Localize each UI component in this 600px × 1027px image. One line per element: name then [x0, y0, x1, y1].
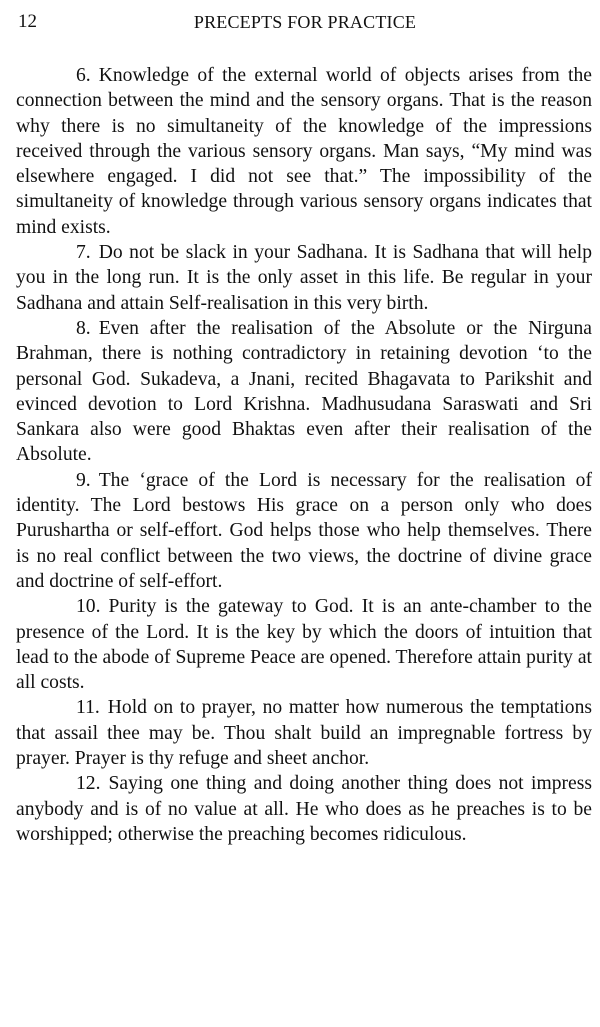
precept-text: Even after the realisation of the Absolute or the Nirguna Brahman, there is nothing contradictory in retaining devotion ‘to the personal God. Sukadeva, a Jnani, recited Bhagavata to Parikshit and evinced devotion to Lord Krishna. Madhusudana Saraswati and Sri Sankara also were good Bhaktas even after their realisation of the Absolute. — [16, 317, 592, 466]
precept-text: Knowledge of the external world of objects arises from the connection between the mind and the sensory organs. That is the reason why there is no simultaneity of the knowledge of the impressions received through the various sensory organs. Man says, “My mind was elsewhere engaged. I did not see that.” The impossibility of the simultaneity of knowledge through various sensory organs indicates that mind exists. — [16, 65, 592, 238]
precept-11 — [16, 695, 592, 771]
precept-10 — [16, 594, 592, 695]
precept-text: Saying one thing and doing another thing does not impress anybody and is of no value at all. He who does as he preaches is to be worshipped; otherwise the preaching becomes ridiculous. — [16, 773, 592, 845]
page-header — [18, 10, 592, 36]
precept-number: 7. — [76, 242, 91, 264]
precept-number: 8. — [76, 317, 91, 339]
precept-number: 6. — [76, 65, 91, 86]
precept-number: 9. — [76, 469, 91, 491]
precept-7 — [16, 240, 592, 316]
precept-number: 10. — [76, 596, 101, 618]
page-body — [16, 63, 592, 847]
precept-6 — [16, 63, 592, 240]
precept-text: Hold on to prayer, no matter how numerous the temptations that assail thee may be. Thou shalt build an impregnable fortress by prayer. Prayer is thy refuge and sheet anchor. — [16, 697, 592, 770]
precept-9 — [16, 468, 592, 594]
precept-12 — [16, 771, 592, 847]
precept-text: Purity is the gateway to God. It is an ante-chamber to the presence of the Lord. It is the key by which the doors of intuition that lead to the abode of Supreme Peace are opened. Therefore attain purity at all costs. — [16, 596, 592, 694]
precept-text: Do not be slack in your Sadhana. It is Sadhana that will help you in the long run. It is the only asset in this life. Be regular in your Sadhana and attain Self-realisation in this very birth. — [16, 242, 592, 314]
precept-number: 12. — [76, 773, 101, 795]
precept-text: The ‘grace of the Lord is necessary for the realisation of identity. The Lord bestows His grace on a person only who does Purushartha or self-effort. God helps those who help themselves. There is no real conflict between the two views, the doctrine of divine grace and doctrine of self-effort. — [16, 469, 592, 592]
precept-8 — [16, 316, 592, 468]
running-title: PRECEPTS FOR PRACTICE — [193, 12, 417, 32]
precept-number: 11. — [76, 697, 100, 719]
page-number: 12 — [18, 11, 37, 32]
